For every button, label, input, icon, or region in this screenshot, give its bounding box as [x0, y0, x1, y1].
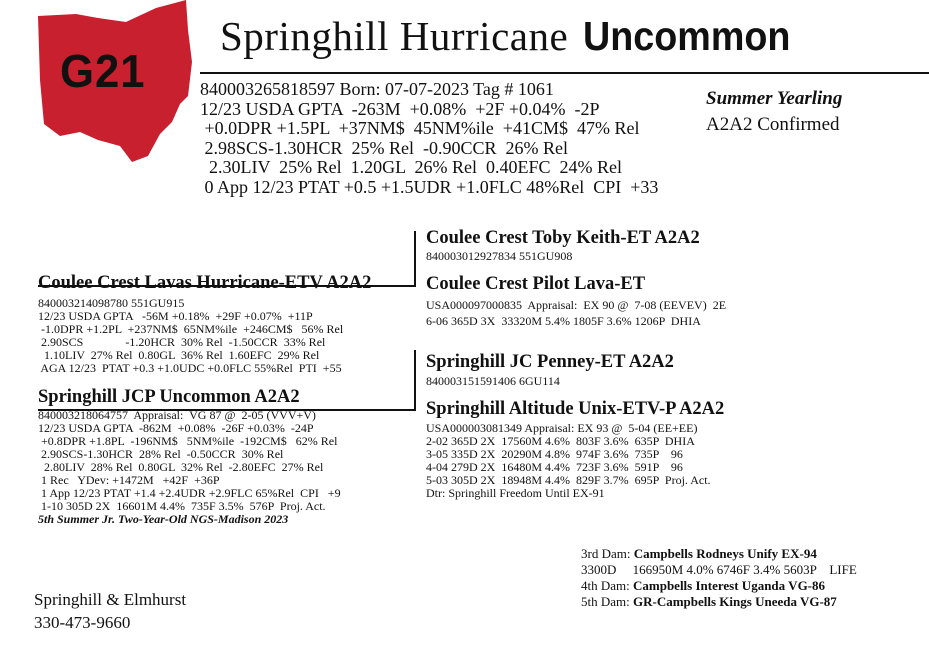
dam-line: 1-10 305D 2X 16601M 4.4% 735F 3.5% 576P Proj. Act. [38, 499, 326, 513]
sires-sire-id: 840003012927834 551GU908 [426, 249, 573, 263]
sire-line: 12/23 USDA GPTA -56M +0.18% +29F +0.07% +11P [38, 309, 313, 323]
stat-line: 0 App 12/23 PTAT +0.5 +1.5UDR +1.0FLC 48%Rel CPI +33 [200, 176, 659, 197]
dams-sire-id: 840003151591406 6GU114 [426, 374, 560, 388]
stat-line: 2.30LIV 25% Rel 1.20GL 26% Rel 0.40EFC 24% Rel [200, 157, 622, 177]
second-dam-line: 5-03 305D 2X 18948M 4.4% 829F 3.7% 695P Proj. Act. [426, 473, 711, 487]
sire-line: 840003214098780 551GU915 [38, 296, 185, 310]
second-dam-line: 3-05 335D 2X 20290M 4.8% 974F 3.6% 735P 96 [426, 447, 683, 461]
third-dam-record: 3300D 166950M 4.0% 6746F 3.4% 5603P LIFE [581, 562, 857, 577]
animal-stats [200, 80, 658, 197]
sire-line: -1.0DPR +1.2PL +237NM$ 65NM%ile +246CM$ 56% Rel [38, 322, 344, 336]
extended-dams [581, 546, 857, 610]
animal-id-line: 840003265818597 Born: 07-07-2023 Tag # 1061 [200, 79, 554, 99]
title-name: Uncommon [582, 13, 791, 59]
dam-name: Springhill JCP Uncommon A2A2 [38, 387, 300, 407]
title-prefix: Springhill Hurricane [220, 13, 569, 59]
stat-line: +0.0DPR +1.5PL +37NM$ 45NM%ile +41CM$ 47% Rel [200, 118, 640, 138]
sires-dam-line: 6-06 365D 3X 33320M 5.4% 1805F 3.6% 1206P DHIA [426, 314, 701, 328]
stat-line: 2.98SCS-1.30HCR 25% Rel -0.90CCR 26% Rel [200, 137, 569, 158]
fifth-dam-label: 5th Dam: [581, 594, 633, 609]
sires-sire-name: Coulee Crest Toby Keith-ET A2A2 [426, 228, 700, 248]
sire-name: Coulee Crest Lavas Hurricane-ETV A2A2 [38, 273, 372, 293]
fifth-dam-name: GR-Campbells Kings Uneeda VG-87 [633, 594, 837, 609]
sire-line: 2.90SCS -1.20HCR 30% Rel -1.50CCR 33% Rel [38, 335, 326, 349]
dam-line: 840003218064757 Appraisal: VG 87 @ 2-05 (VVV+V) [38, 408, 316, 422]
third-dam-label: 3rd Dam: [581, 546, 634, 561]
dam-details [38, 409, 341, 526]
second-dam-name: Springhill Altitude Unix-ETV-P A2A2 [426, 399, 725, 419]
sires-dam-name: Coulee Crest Pilot Lava-ET [426, 274, 646, 294]
consignor-name: Springhill & Elmhurst [34, 590, 187, 609]
second-dam-line: USA000003081349 Appraisal: EX 93 @ 5-04 (EE+EE) [426, 421, 698, 435]
dam-line: 2.80LIV 28% Rel 0.80GL 32% Rel -2.80EFC 27% Rel [38, 460, 324, 474]
sires-dam-details [426, 297, 726, 329]
page-title [220, 12, 808, 60]
dams-sire-name: Springhill JC Penney-ET A2A2 [426, 352, 674, 372]
dam-award: 5th Summer Jr. Two-Year-Old NGS-Madison 2023 [38, 512, 289, 526]
fourth-dam-name: Campbells Interest Uganda VG-86 [633, 578, 826, 593]
second-dam-details [426, 422, 711, 500]
lot-number: G21 [60, 45, 146, 97]
title-divider [200, 72, 929, 74]
sire-line: AGA 12/23 PTAT +0.3 +1.0UDC +0.0FLC 55%Rel PTI +55 [38, 361, 342, 375]
age-class: Summer Yearling [706, 88, 843, 109]
second-dam-dtr: Dtr: Springhill Freedom Until EX-91 [426, 486, 605, 500]
dam-line: 2.90SCS-1.30HCR 28% Rel -0.50CCR 30% Rel [38, 447, 284, 461]
sire-details [38, 297, 343, 375]
a2a2-status: A2A2 Confirmed [706, 114, 840, 135]
second-dam-line: 4-04 279D 2X 16480M 4.4% 723F 3.6% 591P 96 [426, 460, 683, 474]
dam-line: 12/23 USDA GPTA -862M +0.08% -26F +0.03% -24P [38, 421, 314, 435]
third-dam-name: Campbells Rodneys Unify EX-94 [633, 546, 817, 561]
pedigree-line [414, 231, 416, 285]
dam-line: 1 App 12/23 PTAT +1.4 +2.4UDR +2.9FLC 65%Rel CPI +9 [38, 486, 341, 500]
sire-line: 1.10LIV 27% Rel 0.80GL 36% Rel 1.60EFC 29% Rel [38, 348, 320, 362]
dam-line: 1 Rec YDev: +1472M +42F +36P [38, 473, 220, 487]
pedigree-line [414, 350, 416, 410]
sires-dam-line: USA000097000835 Appraisal: EX 90 @ 7-08 (EEVEV) 2E [426, 298, 727, 312]
dam-line: +0.8DPR +1.8PL -196NM$ 5NM%ile -192CM$ 62% Rel [38, 434, 338, 448]
second-dam-line: 2-02 365D 2X 17560M 4.6% 803F 3.6% 635P DHIA [426, 434, 695, 448]
stat-line: 12/23 USDA GPTA -263M +0.08% +2F +0.04% -2P [200, 98, 600, 119]
consignor-phone: 330-473-9660 [34, 613, 131, 632]
fourth-dam-label: 4th Dam: [581, 578, 633, 593]
